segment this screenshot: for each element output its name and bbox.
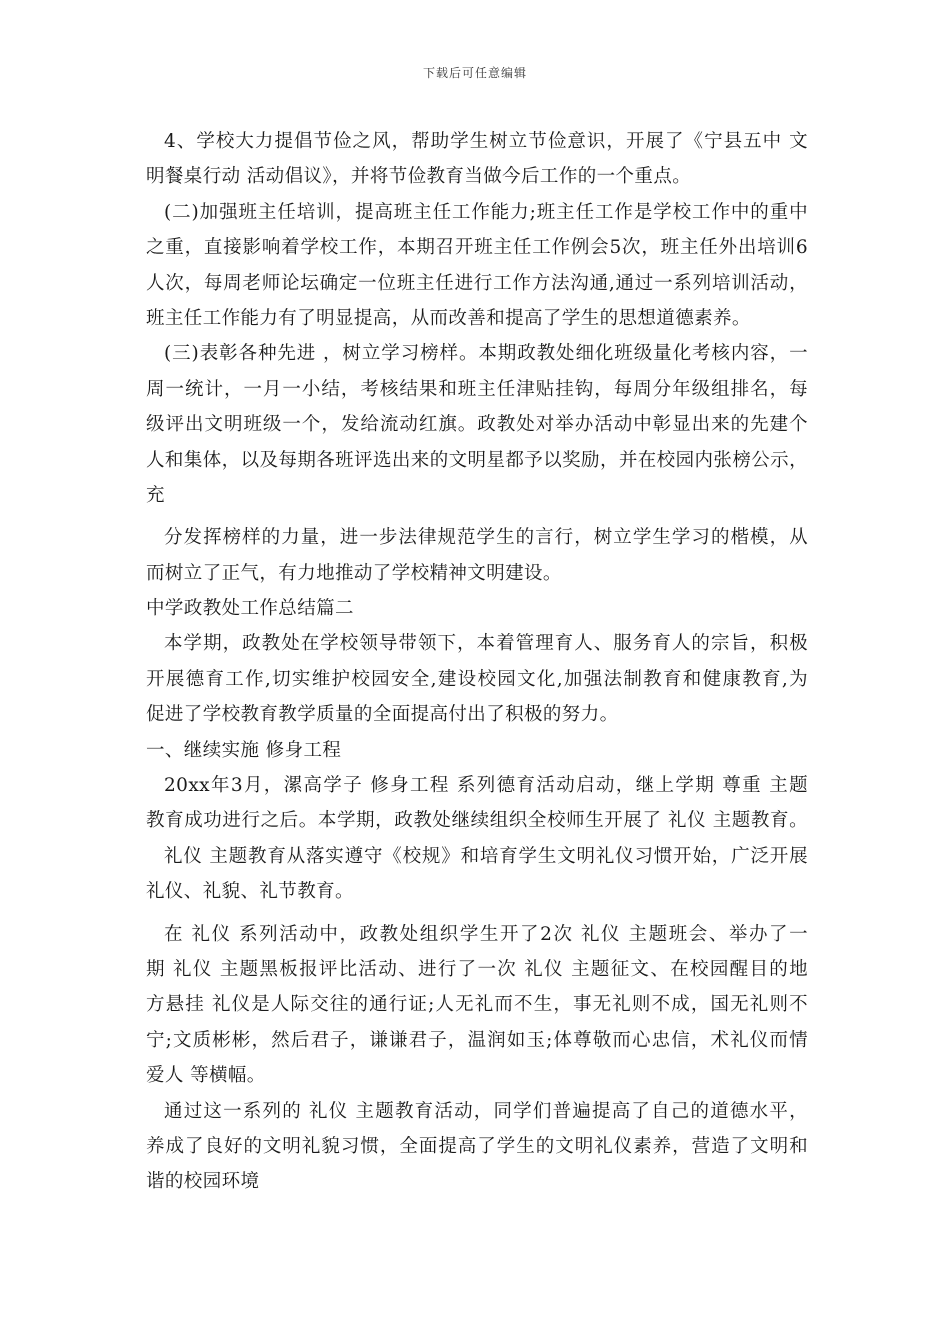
text-line: 爱人 等横幅。	[146, 1065, 266, 1087]
text-line: 充	[146, 484, 165, 506]
text-line: 谐的校园环境	[146, 1171, 260, 1193]
section-title: 中学政教处工作总结篇二	[146, 598, 354, 620]
text-line: (二)加强班主任培训，提高班主任工作能力;班主任工作是学校工作中的重中	[164, 201, 808, 223]
text-line: 级评出文明班级一个，发给流动红旗。政教处对举办活动中彰显出来的先建个	[146, 414, 808, 436]
text-line: 分发挥榜样的力量，进一步法律规范学生的言行，树立学生学习的楷模，从	[164, 527, 808, 549]
document-body	[146, 124, 808, 1200]
section-heading: 一、继续实施 修身工程	[146, 739, 342, 761]
text-line: 教育成功进行之后。本学期，政教处继续组织全校师生开展了 礼仪 主题教育。	[146, 810, 808, 832]
text-line: 宁;文质彬彬，然后君子，谦谦君子，温润如玉;体尊敬而心忠信，术礼仪而情	[146, 1029, 808, 1051]
text-line: 明餐桌行动 活动倡议》，并将节俭教育当做今后工作的一个重点。	[146, 166, 692, 188]
text-line: 而树立了正气，有力地推动了学校精神文明建设。	[146, 562, 562, 584]
text-line: 20xx年3月，漯高学子 修身工程 系列德育活动启动，继上学期 尊重 主题	[164, 775, 808, 797]
text-line: 在 礼仪 系列活动中，政教处组织学生开了2次 礼仪 主题班会、举办了一	[164, 923, 808, 945]
text-line: 开展德育工作,切实维护校园安全,建设校园文化,加强法制教育和健康教育,为	[146, 668, 808, 690]
text-line: 之重，直接影响着学校工作，本期召开班主任工作例会5次，班主任外出培训6	[146, 237, 808, 259]
header-note: 下载后可任意编辑	[422, 66, 527, 80]
text-line: 礼仪 主题教育从落实遵守《校规》和培育学生文明礼仪习惯开始，广泛开展	[164, 845, 808, 867]
text-line: 养成了良好的文明礼貌习惯，全面提高了学生的文明礼仪素养，营造了文明和	[146, 1135, 808, 1157]
text-line: 期 礼仪 主题黑板报评比活动、进行了一次 礼仪 主题征文、在校园醒目的地	[146, 958, 808, 980]
text-line: 方悬挂 礼仪是人际交往的通行证;人无礼而不生，事无礼则不成，国无礼则不	[146, 994, 808, 1016]
text-line: 周一统计，一月一小结，考核结果和班主任津贴挂钩，每周分年级组排名，每	[146, 378, 808, 400]
text-line: (三)表彰各种先进 ，树立学习榜样。本期政教处细化班级量化考核内容，一	[164, 343, 808, 365]
text-line: 人和集体，以及每期各班评选出来的文明星都予以奖励，并在校园内张榜公示，	[146, 449, 808, 471]
text-line: 促进了学校教育教学质量的全面提高付出了积极的努力。	[146, 704, 619, 726]
text-line: 班主任工作能力有了明显提高，从而改善和提高了学生的思想道德素养。	[146, 307, 751, 329]
text-line: 通过这一系列的 礼仪 主题教育活动，同学们普遍提高了自己的道德水平，	[164, 1100, 808, 1122]
text-line: 本学期，政教处在学校领导带领下，本着管理育人、服务育人的宗旨，积极	[164, 633, 808, 655]
text-line: 人次，每周老师论坛确定一位班主任进行工作方法沟通,通过一系列培训活动，	[146, 272, 808, 294]
text-line: 礼仪、礼貌、礼节教育。	[146, 881, 354, 903]
text-line: 4、学校大力提倡节俭之风，帮助学生树立节俭意识，开展了《宁县五中 文	[164, 131, 808, 152]
paragraph-gap	[146, 910, 808, 917]
paragraph-gap	[146, 513, 808, 520]
